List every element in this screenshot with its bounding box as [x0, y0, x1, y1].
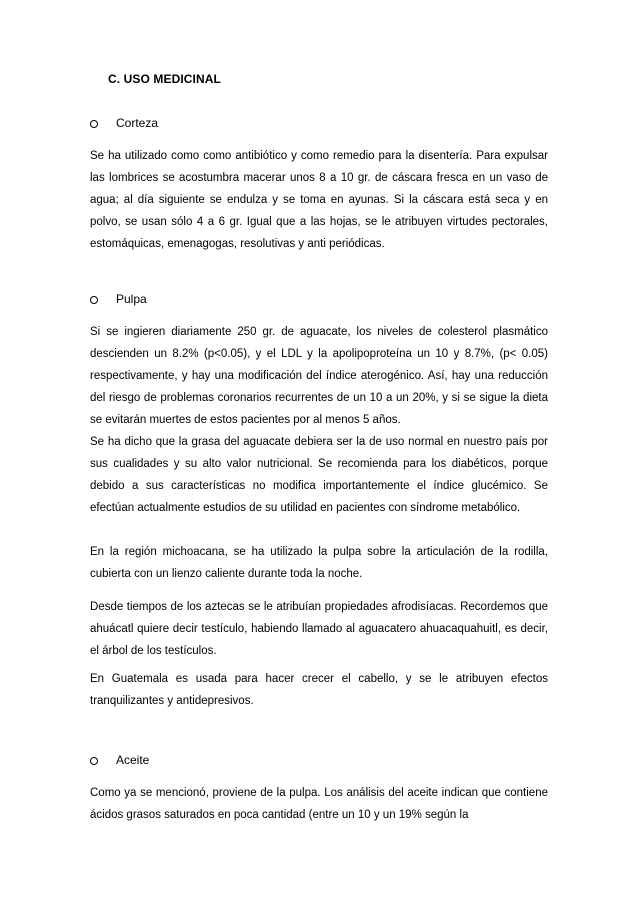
- bullet-aceite: [90, 753, 149, 767]
- bullet-title-pulpa: Pulpa: [116, 292, 147, 306]
- hollow-circle-bullet-icon: [90, 296, 98, 304]
- bullet-title-aceite: Aceite: [116, 753, 150, 767]
- paragraph-pulpa-1: Si se ingieren diariamente 250 gr. de aguacate, los niveles de colesterol plasmático descienden un 8.2% (p<0.05), y el LDL y la apolipoproteína un 10 y 8.7%, (p< 0.05) respectivamente, y hay una modificación del índice aterogénico. Así, hay una reducción del riesgo de problemas coronarios recurrentes de un 10 a un 20%, y si se sigue la dieta se evitarán muertes de estos pacientes por al menos 5 años.: [90, 326, 548, 427]
- paragraph-pulpa-5: En Guatemala es usada para hacer crecer el cabello, y se le atribuyen efectos tranquilizantes y antidepresivos.: [90, 673, 548, 708]
- section-heading: C. USO MEDICINAL: [108, 72, 221, 86]
- paragraph-pulpa-4: Desde tiempos de los aztecas se le atribuían propiedades afrodisíacas. Recordemos que ahuácatl quiere decir testículo, habiendo llamado al aguacatero ahuacaquahuitl, es decir, el árbol de los testículos.: [90, 601, 548, 658]
- paragraph-pulpa-2: Se ha dicho que la grasa del aguacate debiera ser la de uso normal en nuestro país por sus cualidades y su alto valor nutricional. Se recomienda para los diabéticos, porque debido a sus características no modifica importantemente el índice glucémico. Se efectúan actualmente estudios de su utilidad en pacientes con síndrome metabólico.: [90, 436, 548, 515]
- hollow-circle-bullet-icon: [90, 120, 98, 128]
- paragraph-corteza: Se ha utilizado como como antibiótico y como remedio para la disentería. Para expulsar las lombrices se acostumbra macerar unos 8 a 10 gr. de cáscara fresca en un vaso de agua; al día siguiente se endulza y se toma en ayunas. Si la cáscara está seca y en polvo, se usan sólo 4 a 6 gr. Igual que a las hojas, se le atribuyen virtudes pectorales, estomáquicas, emenagogas, resolutivas y anti periódicas.: [90, 150, 548, 251]
- paragraph-pulpa-3: En la región michoacana, se ha utilizado la pulpa sobre la articulación de la rodilla, cubierta con un lienzo caliente durante toda la noche.: [90, 546, 548, 581]
- paragraph-aceite: Como ya se mencionó, proviene de la pulpa. Los análisis del aceite indican que contiene ácidos grasos saturados en poca cantidad (entre un 10 y un 19% según la: [90, 787, 548, 822]
- hollow-circle-bullet-icon: [90, 757, 98, 765]
- bullet-title-corteza: Corteza: [116, 116, 159, 130]
- bullet-corteza: [90, 116, 158, 130]
- bullet-pulpa: [90, 292, 147, 306]
